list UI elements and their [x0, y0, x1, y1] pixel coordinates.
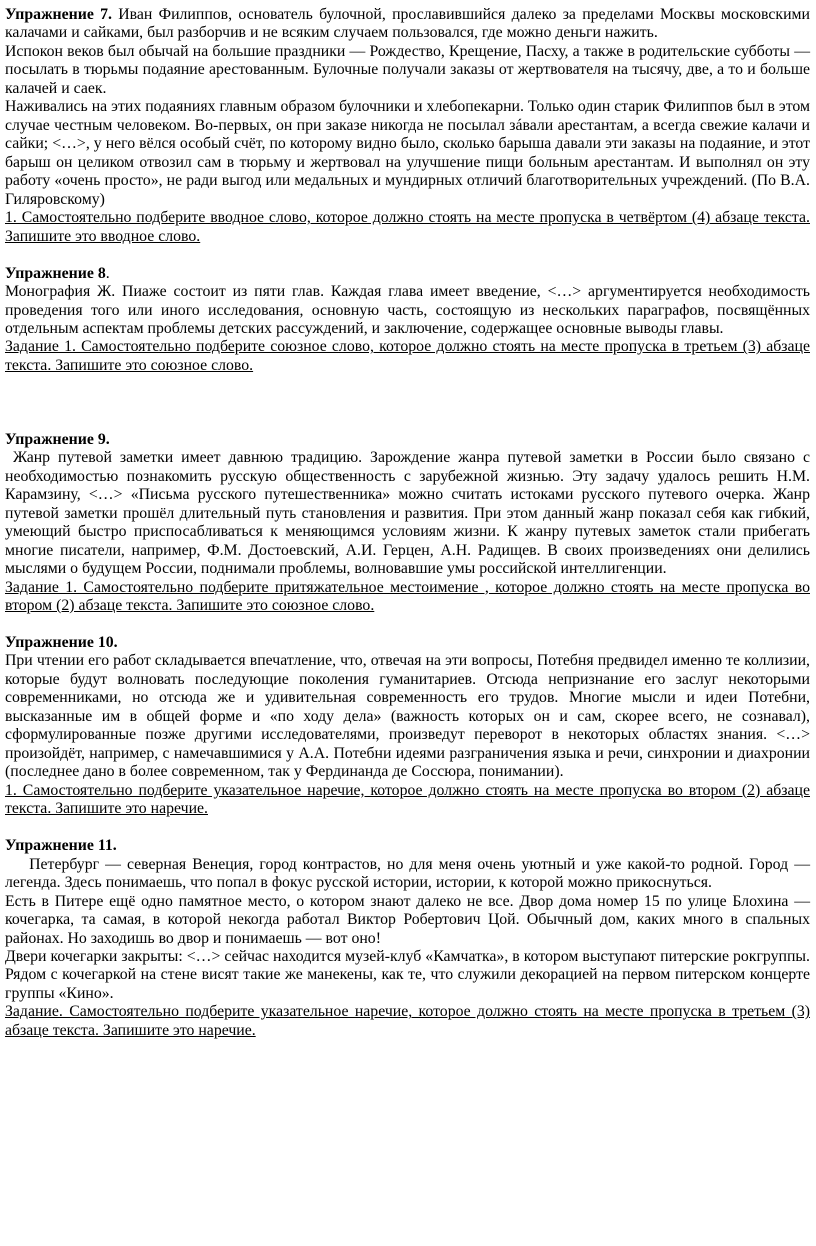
bold-text-run: Упражнение 7. — [5, 6, 112, 23]
blank-line — [5, 819, 810, 837]
exercise-10-heading — [5, 634, 810, 652]
blank-line — [5, 394, 810, 412]
underlined-text-run: Задание. Самостоятельно подберите указательное наречие, которое должно стоять на месте пропуска в третьем (3) абзаце текста. Запишите это наречие. — [5, 1003, 810, 1039]
exercise-11-body-3 — [5, 948, 810, 1003]
text-run: Двери кочегарки закрыты: <…> сейчас находится музей-клуб «Камчатка», в котором выступают питерские рокгруппы. Рядом с кочегаркой на стене висят такие же манекены, как те, что служили декорацией на первом питерском концерте группы «Кино». — [5, 948, 810, 1002]
text-run: . — [105, 264, 110, 282]
exercise-9-body — [5, 449, 810, 578]
text-run: Наживались на этих подаяниях главным образом булочники и хлебопекарни. Только один старик Филиппов был в этом случае честным человеком. Во-первых, он при заказе никогда не посылал зáвали арестантам, а всегда свежие калачи и сайки; <…>, у него вёлся особый счёт, по которому видно было, сколько барыша давали эти заказы на подаяние, и этот барыш он целиком отвозил сам в тюрьму и жертвовал на улучшение пищи больным арестантам. И выполнял он эту работу «очень просто», не ради выгод или медальных и мундирных отличий благотворительных учреждений. (По В.А. Гиляровскому) — [5, 98, 810, 208]
text-run: Испокон веков был обычай на большие праздники — Рождество, Крещение, Пасху, а также в родительские субботы — посылать в тюрьмы подаяние арестованным. Булочные получали заказы от жертвователя на тысячу, две, а то и больше калачей и саек. — [5, 42, 810, 97]
exercise-7-task — [5, 209, 810, 246]
text-run: Иван Филиппов, основатель булочной, прославившийся далеко за пределами Москвы московскими калачами и сайками, был разборчив и не всяким случаем пользовался, где можно деньги нажить. — [5, 6, 810, 42]
exercise-8-task — [5, 338, 810, 375]
underlined-text-run: Задание 1. Самостоятельно подберите союзное слово, которое должно стоять на месте пропуска в третьем (3) абзаце текста. Запишите это союзное слово. — [5, 338, 810, 374]
underlined-text-run: Задание 1. Самостоятельно подберите притяжательное местоимение , которое должно стоять на месте пропуска во втором (2) абзаце текста. Запишите это союзное слово. — [5, 578, 810, 615]
text-run: При чтении его работ складывается впечатление, что, отвечая на эти вопросы, Потебня предвидел именно те коллизии, которые будут волновать последующие поколения гуманитариев. Отсюда непризнание его заслуг некоторыми современниками, но отсюда же и удивительная современность его трудов. Многие мысли и идеи Потебни, высказанные им в общей форме и «по ходу дела» (важность которых он и сам, скорее всего, не сознавал), сформулированные позже другими исследователями, произведут переворот в некоторых областях знания. <…> произойдёт, например, с намечавшимися у А.А. Потебни идеями разграничения языка и речи, синхронии и диахронии (последнее дано в более современном, так у Фердинанда де Соссюра, понимании). — [5, 652, 810, 781]
document-body — [5, 6, 810, 1040]
underlined-text-run: 1. Самостоятельно подберите вводное слово, которое должно стоять на месте пропуска в четвёртом (4) абзаце текста. Запишите это вводное слово. — [5, 209, 810, 245]
underlined-text-run: 1. Самостоятельно подберите указательное наречие, которое должно стоять на месте пропуска во втором (2) абзаце текста. Запишите это наречие. — [5, 781, 810, 818]
exercise-7-body-paragraph-3 — [5, 98, 810, 209]
text-run: Есть в Питере ещё одно памятное место, о котором знают далеко не все. Двор дома номер 15 по улице Блохина — кочегарка, та самая, в которой некогда работал Виктор Робертович Цой. Обычный дом, каких много в спальных районах. Но заходишь во двор и понимаешь — вот оно! — [5, 892, 810, 947]
text-run: Жанр путевой заметки имеет давнюю традицию. Зарождение жанра путевой заметки в России было связано с необходимостью познакомить русскую общественность с зарубежной жизнью. Эту задачу удалось решить Н.М. Карамзину, <…> «Письма русского путешественника» можно считать истоками русского путевого очерка. Жанр путевой заметки прошёл длительный путь становления и развития. При этом данный жанр показал себя как гибкий, умеющий быстро приспосабливаться к меняющимся условиям жизни. К жанру путевых заметок стали прибегать многие писатели, например, Ф.М. Достоевский, А.И. Герцен, А.Н. Радищев. В своих произведениях они делились мыслями о будущем России, поднимали проблемы, волновавшие умы российской интеллигенции. — [5, 449, 810, 578]
exercise-9-heading — [5, 431, 810, 449]
blank-line — [5, 616, 810, 634]
exercise-8-body — [5, 283, 810, 338]
exercise-10-task — [5, 782, 810, 819]
text-run: Монография Ж. Пиаже состоит из пяти глав. Каждая глава имеет введение, <…> аргументируется необходимость проведения того или иного исследования, основную часть, состоящую из нескольких параграфов, посвящённых отдельным аспектам проблемы детских рассуждений, и заключение, содержащее основные выводы главы. — [5, 283, 810, 337]
bold-text-run: Упражнение 10. — [5, 634, 118, 652]
blank-line — [5, 246, 810, 264]
exercise-9-task — [5, 579, 810, 616]
exercise-8-heading — [5, 265, 810, 283]
exercise-7-intro-paragraph — [5, 6, 810, 43]
exercise-11-heading — [5, 837, 810, 855]
blank-line — [5, 375, 810, 393]
exercise-11-body-1 — [5, 856, 810, 893]
exercise-7-body-paragraph-2 — [5, 43, 810, 98]
blank-line — [5, 412, 810, 430]
text-run: Петербург — северная Венеция, город контрастов, но для меня очень уютный и уже какой-то родной. Город — легенда. Здесь понимаешь, что попал в фокус русской истории, истории, к которой можно прикоснуться. — [5, 855, 810, 892]
exercise-11-body-2 — [5, 893, 810, 948]
bold-text-run: Упражнение 9. — [5, 430, 110, 448]
exercise-10-body — [5, 652, 810, 781]
exercise-11-task — [5, 1003, 810, 1040]
bold-text-run: Упражнение 11. — [5, 837, 117, 855]
bold-text-run: Упражнение 8 — [5, 264, 106, 282]
